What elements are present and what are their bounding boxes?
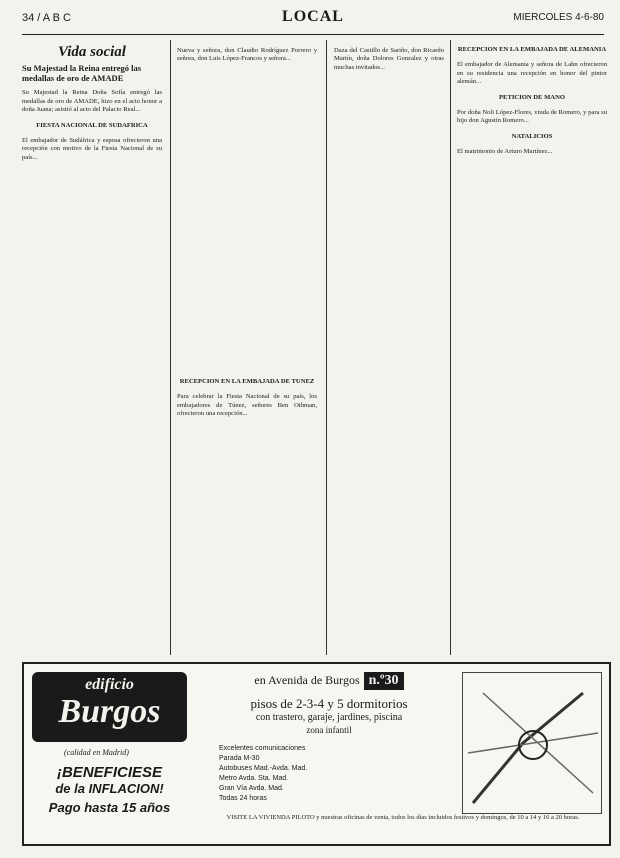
ad-amenities: con trastero, garaje, jardines, piscina (255, 712, 403, 723)
list-item: Todas 24 horas (219, 795, 267, 802)
promo-line-3: Pago hasta 15 años (48, 800, 171, 815)
date: MIERCOLES 4-6-80 (513, 12, 604, 23)
ad-amenities-2: zona infantil (306, 725, 352, 735)
column-4 (457, 40, 607, 655)
subheading: PETICION DE MANO (499, 93, 565, 101)
advertisement (22, 662, 611, 846)
section-title: LOCAL (282, 8, 344, 25)
list-item: Excelentes comunicaciones (219, 745, 306, 752)
ad-tagline: (calidad en Madrid) (64, 748, 129, 757)
list-item: Parada M-30 (219, 755, 260, 762)
column-rule (326, 40, 327, 655)
ad-map (462, 672, 602, 814)
paragraph: Daza del Castillo de Sariño, don Ricardo Martín, doña Dolores Gonzalez y otras muchas invitados... (334, 46, 444, 71)
list-item: Metro Avda. Sta. Mad. (219, 775, 289, 782)
ad-offer: pisos de 2-3-4 y 5 dormitorios (250, 696, 408, 711)
ad-location: en Avenida de Burgos (254, 673, 360, 687)
paragraph: Por doña Noli López-Flores, viuda de Romero, y para su hijo don Agustín Romero... (457, 108, 607, 125)
paragraph: El embajador de Alemania y señora de Lahn ofrecieron en su residencia una recepción en honor del pintor alemán... (457, 61, 607, 86)
headline: Su Majestad la Reina entregó las medallas de oro de AMADE (22, 62, 142, 83)
logo-top: edificio (85, 676, 134, 693)
column-1 (22, 40, 162, 655)
ad-footer: VISITE LA VIVIENDA PILOTO y nuestras oficinas de venta, todos los días incluidos festivos y domingos, de 10 a 14 y 16 a 20 horas. (226, 814, 580, 821)
logo-main: Burgos (58, 693, 161, 730)
subheading: FIESTA NACIONAL DE SUDAFRICA (36, 121, 148, 129)
ad-number: n.º30 (364, 672, 404, 690)
page-header (22, 8, 604, 35)
subheading: NATALICIOS (511, 132, 553, 140)
column-2-lower (177, 372, 317, 654)
section-heading: Vida social (58, 44, 126, 60)
column-rule (450, 40, 451, 655)
column-2 (177, 40, 317, 370)
paragraph: Nueva y señora, don Claudio Rodríguez Porrero y señora, don Luis López-Francos y señora... (177, 46, 317, 63)
ad-list (219, 744, 419, 804)
list-item: Gran Vía Avda. Mad. (219, 785, 284, 792)
ad-logo (32, 672, 187, 742)
paragraph: Su Majestad la Reina Doña Sofía entregó las medallas de oro de AMADE, hizo en el acto honor a doña Juana; asistió al acto del Palacio Real... (22, 89, 162, 114)
paragraph: El embajador de Sudáfrica y esposa ofrecieron una recepción con motivo de la Fiesta Nacional de su país... (22, 136, 162, 161)
paragraph: Para celebrar la Fiesta Nacional de su país, los embajadores de Túnez, señores Ben Othman, ofrecieron una recepción... (177, 393, 317, 418)
promo-line-1: ¡BENEFICIESE (56, 764, 162, 781)
column-3 (334, 40, 444, 325)
list-item: Autobuses Mad.-Avda. Mad. (219, 765, 308, 772)
column-rule (170, 40, 171, 655)
page-number: 34 / A B C (22, 12, 71, 24)
ad-main (204, 672, 454, 735)
ad-promo (32, 764, 187, 815)
subheading: RECEPCION EN LA EMBAJADA DE TUNEZ (179, 378, 315, 385)
subheading: RECEPCION EN LA EMBAJADA DE ALEMANIA (457, 46, 607, 53)
paragraph: El matrimonio de Arturo Martínez... (457, 147, 553, 155)
promo-line-2: de la INFLACION! (55, 781, 164, 796)
